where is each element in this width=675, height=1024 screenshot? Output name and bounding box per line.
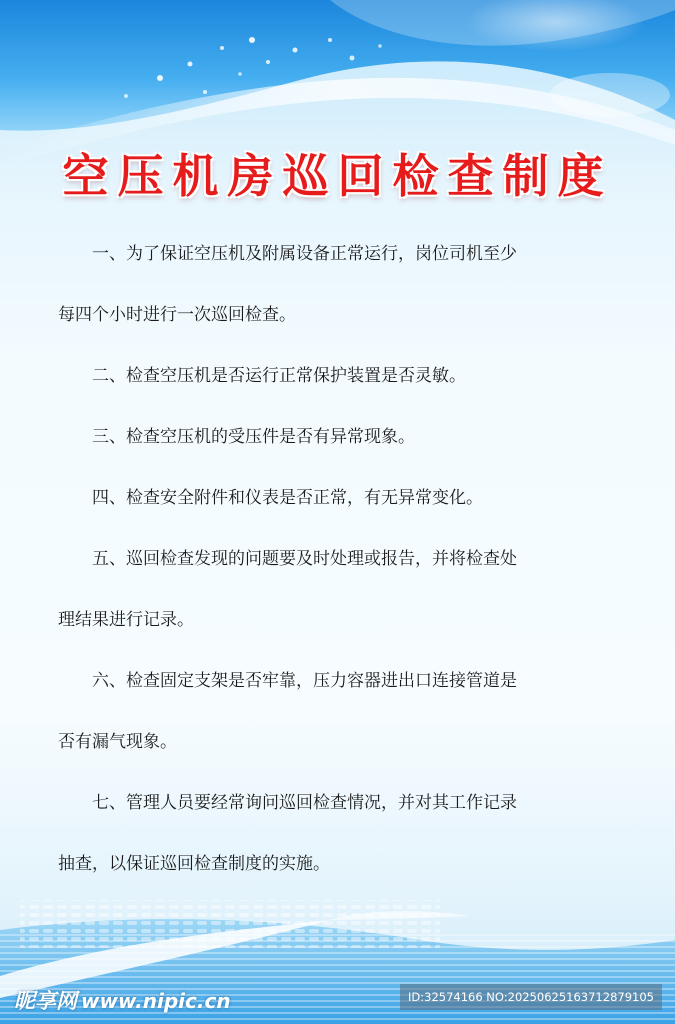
rule-line: 四、检查安全附件和仪表是否正常，有无异常变化。 <box>92 488 483 508</box>
page-title: 空压机房巡回检查制度 <box>62 149 613 203</box>
rule-line: 否有漏气现象。 <box>58 732 177 752</box>
watermark-logo <box>14 985 231 1015</box>
rule-line: 理结果进行记录。 <box>58 610 194 630</box>
rule-item-6 <box>58 651 633 773</box>
rule-line: 三、检查空压机的受压件是否有异常现象。 <box>92 427 415 447</box>
rule-line: 七、管理人员要经常询问巡回检查情况，并对其工作记录 <box>92 793 517 813</box>
rule-item-3 <box>58 407 633 468</box>
rule-item-5 <box>58 529 633 651</box>
regulation-body <box>58 224 633 895</box>
watermark-logo-url: www.nipic.cn <box>81 989 231 1013</box>
rule-item-2 <box>58 346 633 407</box>
rule-line: 一、为了保证空压机及附属设备正常运行，岗位司机至少 <box>92 244 517 264</box>
rule-item-4 <box>58 468 633 529</box>
rule-line: 五、巡回检查发现的问题要及时处理或报告，并将检查处 <box>92 549 517 569</box>
rule-line: 六、检查固定支架是否牢靠，压力容器进出口连接管道是 <box>92 671 517 691</box>
rule-line: 二、检查空压机是否运行正常保护装置是否灵敏。 <box>92 366 466 386</box>
rule-line: 抽查，以保证巡回检查制度的实施。 <box>58 854 330 874</box>
rule-item-7 <box>58 773 633 895</box>
watermark-id-badge: ID:32574166 NO:20250625163712879105 <box>400 984 662 1010</box>
watermark-logo-cn: 昵享网 <box>14 989 77 1013</box>
rule-item-1 <box>58 224 633 346</box>
rule-line: 每四个小时进行一次巡回检查。 <box>58 305 296 325</box>
